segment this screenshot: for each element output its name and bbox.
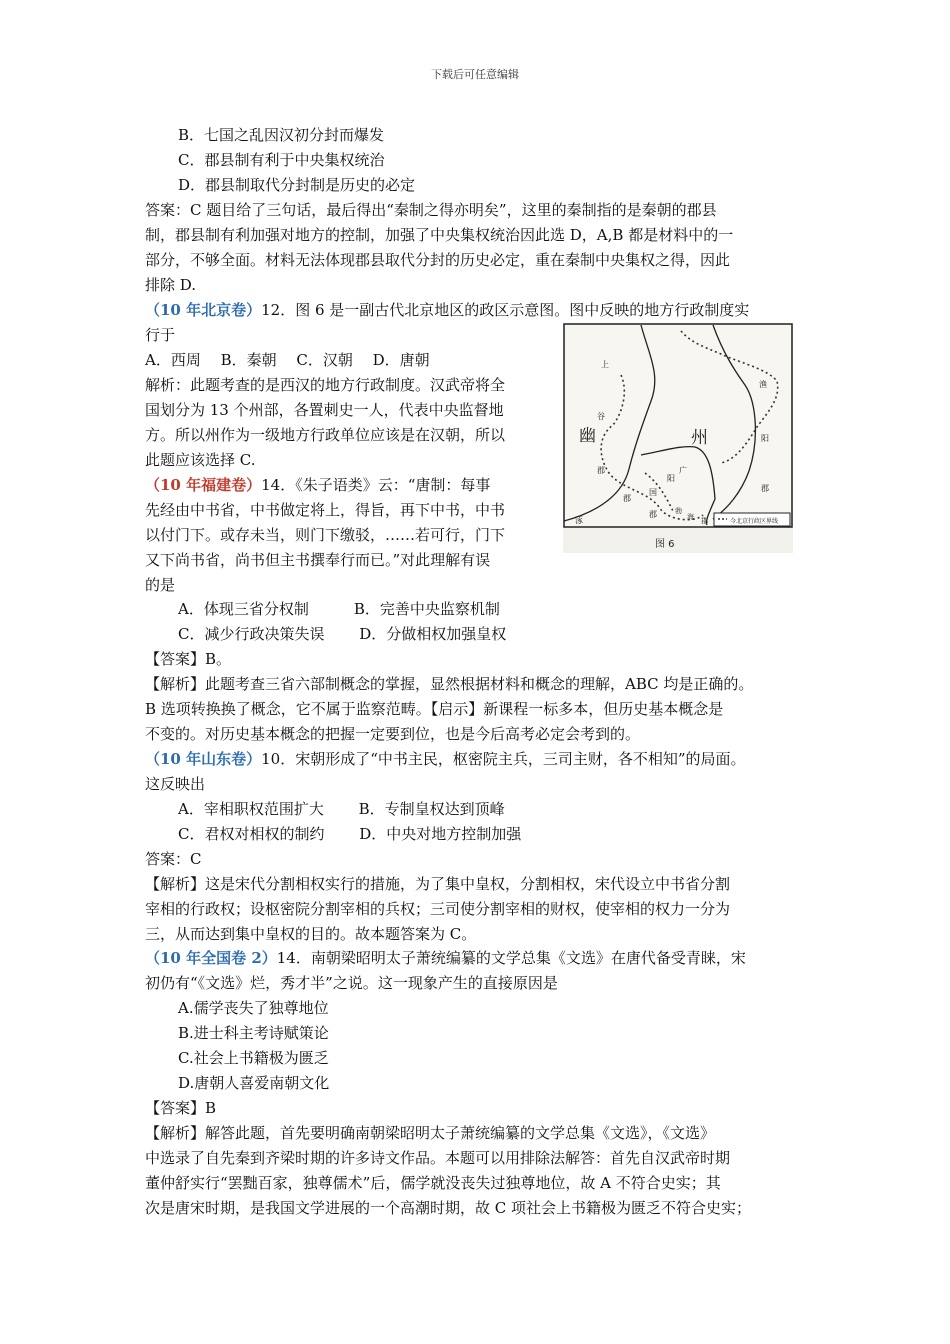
map-label: 幽 (579, 426, 596, 446)
options-row: A．宰相职权范围扩大 B．专制皇权达到顶峰 (178, 800, 505, 818)
analysis-text: 不变的。对历史基本概念的把握一定要到位，也是今后高考必定会考到的。 (145, 725, 641, 743)
answer-text: 【答案】B (145, 1099, 217, 1117)
options-row: C．君权对相权的制约 D．中央对地方控制加强 (178, 825, 522, 843)
question-14: （10 年福建卷）14．《朱子语类》云：“唐制：每事 (145, 476, 491, 494)
analysis-text: 中选录了自先秦到齐梁时期的许多诗文作品。本题可以用排除法解答：首先自汉武帝时期 (145, 1149, 731, 1167)
option-b: B.进士科主考诗赋策论 (178, 1024, 329, 1042)
analysis-text: 次是唐宋时期，是我国文学进展的一个高潮时期，故 C 项社会上书籍极为匮乏不符合史实； (145, 1199, 752, 1217)
answer-text: 【答案】B。 (145, 650, 232, 668)
analysis-text: 宰相的行政权；设枢密院分割宰相的兵权；三司使分割宰相的财权，使宰相的权力一分为 (145, 900, 731, 918)
option-b: B．七国之乱因汉初分封而爆发 (178, 126, 385, 144)
answer-text: 制，郡县制有利加强对地方的控制，加强了中央集权统治因此选 D，A,B 都是材料中的一 (145, 226, 734, 244)
map-label: 郡 (761, 484, 769, 493)
question-12: （10 年北京卷）12．图 6 是一副古代北京地区的政区示意图。图中反映的地方行政制度实 (145, 301, 750, 319)
analysis-text: 三，从而达到集中皇权的目的。故本题答案为 C。 (145, 925, 477, 943)
answer-text: 部分，不够全面。材料无法体现郡县取代分封的历史必定，重在秦制中央集权之得，因此 (145, 251, 731, 269)
question-text: 又下尚书省，尚书但主书撰奉行而已。”对此理解有误 (145, 551, 491, 569)
source-tag: （10 年山东卷） (145, 750, 262, 768)
map-label: 渔 (759, 380, 767, 389)
question-text: 先经由中书省，中书做定将上，得旨，再下中书，中书 (145, 501, 506, 519)
map-label: 国 (649, 488, 657, 497)
answer-text: 排除 D. (145, 276, 197, 294)
option-c: C.社会上书籍极为匮乏 (178, 1049, 329, 1067)
page-header: 下载后可任意编辑 (431, 68, 519, 81)
question-text: 这反映出 (145, 775, 206, 793)
source-tag: （10 年北京卷） (145, 301, 262, 319)
map-label: 郡 (623, 494, 631, 503)
analysis-text: 解析：此题考查的是西汉的地方行政制度。汉武帝将全 (145, 376, 506, 394)
question-text: 行于 (145, 326, 176, 344)
analysis-text: 【解析】这是宋代分割相权实行的措施，为了集中皇权，分割相权，宋代设立中书省分割 (145, 875, 731, 893)
map-label: 阳 (761, 434, 769, 443)
question-text: 以付门下。或存未当，则门下缴驳，……若可行，门下 (145, 526, 506, 544)
question-14-national: （10 年全国卷 2）14．南朝梁昭明太子萧统编纂的文学总集《文选》在唐代备受青睐，宋 (145, 949, 746, 967)
question-text: 的是 (145, 576, 176, 594)
map-label: 谷 (597, 412, 605, 421)
analysis-text: 【解析】此题考查三省六部制概念的掌握，显然根据材料和概念的理解，ABC 均是正确的。 (145, 675, 754, 693)
map-label: 郡 (701, 517, 708, 525)
option-d: D．郡县制取代分封制是历史的必定 (178, 176, 416, 194)
map-label: 阳 (667, 474, 675, 483)
source-tag: （10 年福建卷） (145, 476, 262, 494)
map-label: 郡 (649, 510, 657, 519)
map-label: 海 (687, 513, 694, 521)
analysis-text: 【解析】解答此题，首先要明确南朝梁昭明太子萧统编纂的文学总集《文选》，《文选》 (145, 1124, 716, 1142)
analysis-text: B 选项转换换了概念，它不属于监察范畴。【启示】新课程一标多本，但历史基本概念是 (145, 700, 724, 718)
map-label: 涿 (575, 516, 583, 525)
question-10: （10 年山东卷）10．宋朝形成了“中书主民，枢密院主兵，三司主财，各不相知”的局面。 (145, 750, 746, 768)
map-label: 州 (691, 428, 708, 448)
analysis-text: 国划分为 13 个州部，各置刺史一人，代表中央监督地 (145, 401, 504, 419)
map-label: 勃 (675, 507, 682, 515)
question-text: 初仍有“《文选》烂，秀才半”之说。这一现象产生的直接原因是 (145, 974, 558, 992)
option-a: A.儒学丧失了独尊地位 (178, 999, 329, 1017)
options-row: A．西周 B．秦朝 C．汉朝 D．唐朝 (145, 351, 430, 369)
map-label: 上 (601, 360, 609, 369)
answer-text: 答案：C 题目给了三句话，最后得出“秦制之得亦明矣”，这里的秦制指的是秦朝的郡县 (145, 201, 717, 219)
source-tag: （10 年全国卷 2） (145, 949, 277, 967)
map-label: 郡 (597, 466, 605, 475)
option-c: C．郡县制有利于中央集权统治 (178, 151, 385, 169)
map-legend: 今北京行政区界线 (730, 518, 779, 525)
map-caption: 图 6 (655, 539, 675, 550)
analysis-text: 董仲舒实行“罢黜百家，独尊儒术”后，儒学就没丧失过独尊地位，故 A 不符合史实；其 (145, 1174, 721, 1192)
options-row: A．体现三省分权制 B．完善中央监察机制 (178, 600, 500, 618)
map-figure-6 (563, 323, 793, 553)
analysis-text: 此题应该选择 C. (145, 451, 256, 469)
analysis-text: 方。所以州作为一级地方行政单位应该是在汉朝，所以 (145, 426, 506, 444)
option-d: D.唐朝人喜爱南朝文化 (178, 1074, 330, 1092)
answer-text: 答案：C (145, 850, 202, 868)
map-label: 广 (679, 466, 687, 475)
options-row: C．减少行政决策失误 D．分做相权加强皇权 (178, 625, 507, 643)
